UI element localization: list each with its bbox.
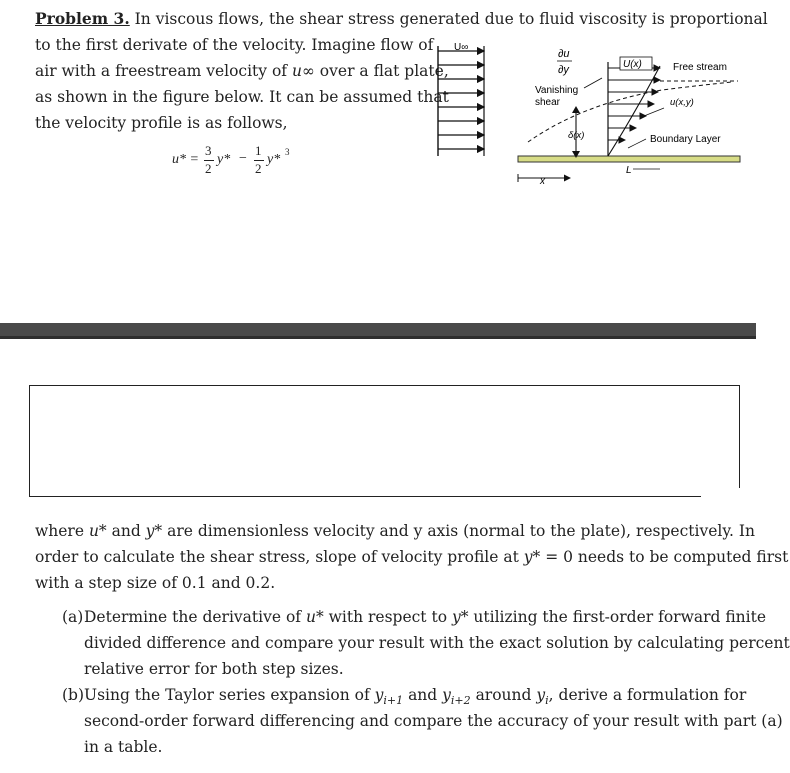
after-line-1 — [35, 522, 755, 540]
problem-line-3 — [35, 62, 449, 80]
problem-line-5: the velocity profile is as follows, — [35, 114, 288, 132]
y-star-2: y* — [523, 548, 541, 566]
eq-lhs: u* = — [172, 152, 199, 167]
eq-term1-var: y* — [217, 152, 231, 167]
velocity-profile-equation — [160, 143, 300, 183]
du-label: ∂u — [558, 48, 570, 60]
after-line-2-b: = 0 needs to be computed first — [540, 548, 789, 566]
problem-line-3-b: over a flat plate, — [314, 62, 449, 80]
part-a-line-1-a: Determine the derivative of — [84, 608, 306, 626]
part-b-line-1-b: and — [403, 686, 443, 704]
uxy-label: u(x,y) — [670, 97, 694, 108]
flat-plate — [518, 156, 740, 162]
eq-term1-den: 2 — [205, 161, 212, 176]
y-star: y* — [145, 522, 163, 540]
eq-term2-exp: 3 — [285, 147, 290, 157]
part-b-line-3: in a table. — [84, 738, 163, 756]
y-i-plus-2: y — [442, 686, 451, 704]
after-line-3: with a step size of 0.1 and 0.2. — [35, 574, 276, 592]
page-separator — [0, 323, 756, 339]
eq-term1-num: 3 — [205, 143, 212, 158]
after-line-2-a: order to calculate the shear stress, slope of velocity profile at — [35, 548, 524, 566]
part-b-line-1 — [84, 686, 746, 707]
uniform-profile — [438, 46, 484, 156]
eq-term2-num: 1 — [255, 143, 262, 158]
part-a-line-1-b: with respect to — [323, 608, 452, 626]
part-b-line-1-d: , derive a formulation for — [548, 686, 747, 704]
x-label: x — [540, 176, 545, 187]
part-a-label: (a) — [62, 608, 84, 626]
problem-line-4: as shown in the figure below. It can be assumed that — [35, 88, 449, 106]
part-a-y-star: y* — [451, 608, 469, 626]
problem-line-3-a: air with a freestream velocity of — [35, 62, 292, 80]
u-inf-label: U∞ — [454, 42, 469, 53]
problem-line-2: to the first derivate of the velocity. Imagine flow of — [35, 36, 434, 54]
dy-label: ∂y — [558, 64, 569, 76]
after-line-1-a: where — [35, 522, 89, 540]
part-a-line-1-c: utilizing the first-order forward finite — [468, 608, 767, 626]
after-line-1-b: and — [106, 522, 146, 540]
L-label: L — [626, 165, 632, 176]
part-a-line-1 — [84, 608, 766, 626]
ux-label: U(x) — [623, 59, 642, 70]
part-b-line-1-a: Using the Taylor series expansion of — [84, 686, 375, 704]
answer-box — [29, 385, 740, 497]
sub-i-plus-1: i+1 — [383, 694, 404, 708]
delta-label: δ(x) — [568, 130, 585, 141]
boundary-layer-figure — [432, 38, 744, 203]
u-inf-symbol: u∞ — [291, 62, 315, 80]
part-b-line-1-c: around — [470, 686, 537, 704]
shear-label: shear — [535, 97, 561, 108]
eq-minus: − — [239, 151, 247, 166]
y-i-plus-1: y — [374, 686, 384, 704]
problem-intro-1: In viscous flows, the shear stress generated due to fluid viscosity is proportional — [134, 10, 768, 28]
part-b-line-2: second-order forward differencing and compare the accuracy of your result with part (a) — [84, 712, 783, 730]
sub-i: i — [545, 694, 549, 708]
part-a-u-star: u* — [305, 608, 324, 626]
eq-term2-var: y* — [267, 152, 281, 167]
after-line-2 — [35, 548, 788, 566]
problem-label: Problem 3. — [35, 9, 130, 28]
after-line-1-c: are dimensionless velocity and y axis (normal to the plate), respectively. In — [162, 522, 755, 540]
part-a-line-2: divided difference and compare your result with the exact solution by calculating percent — [84, 634, 790, 652]
part-b-label: (b) — [62, 686, 85, 704]
free-stream-label: Free stream — [673, 62, 727, 73]
eq-term2-den: 2 — [255, 161, 262, 176]
y-i: y — [536, 686, 546, 704]
part-a-line-3: relative error for both step sizes. — [84, 660, 344, 678]
sub-i-plus-2: i+2 — [450, 694, 471, 708]
boundary-layer-label: Boundary Layer — [650, 134, 721, 145]
problem-line-1 — [35, 9, 768, 28]
vanishing-label: Vanishing — [535, 85, 579, 96]
u-star: u* — [88, 522, 107, 540]
